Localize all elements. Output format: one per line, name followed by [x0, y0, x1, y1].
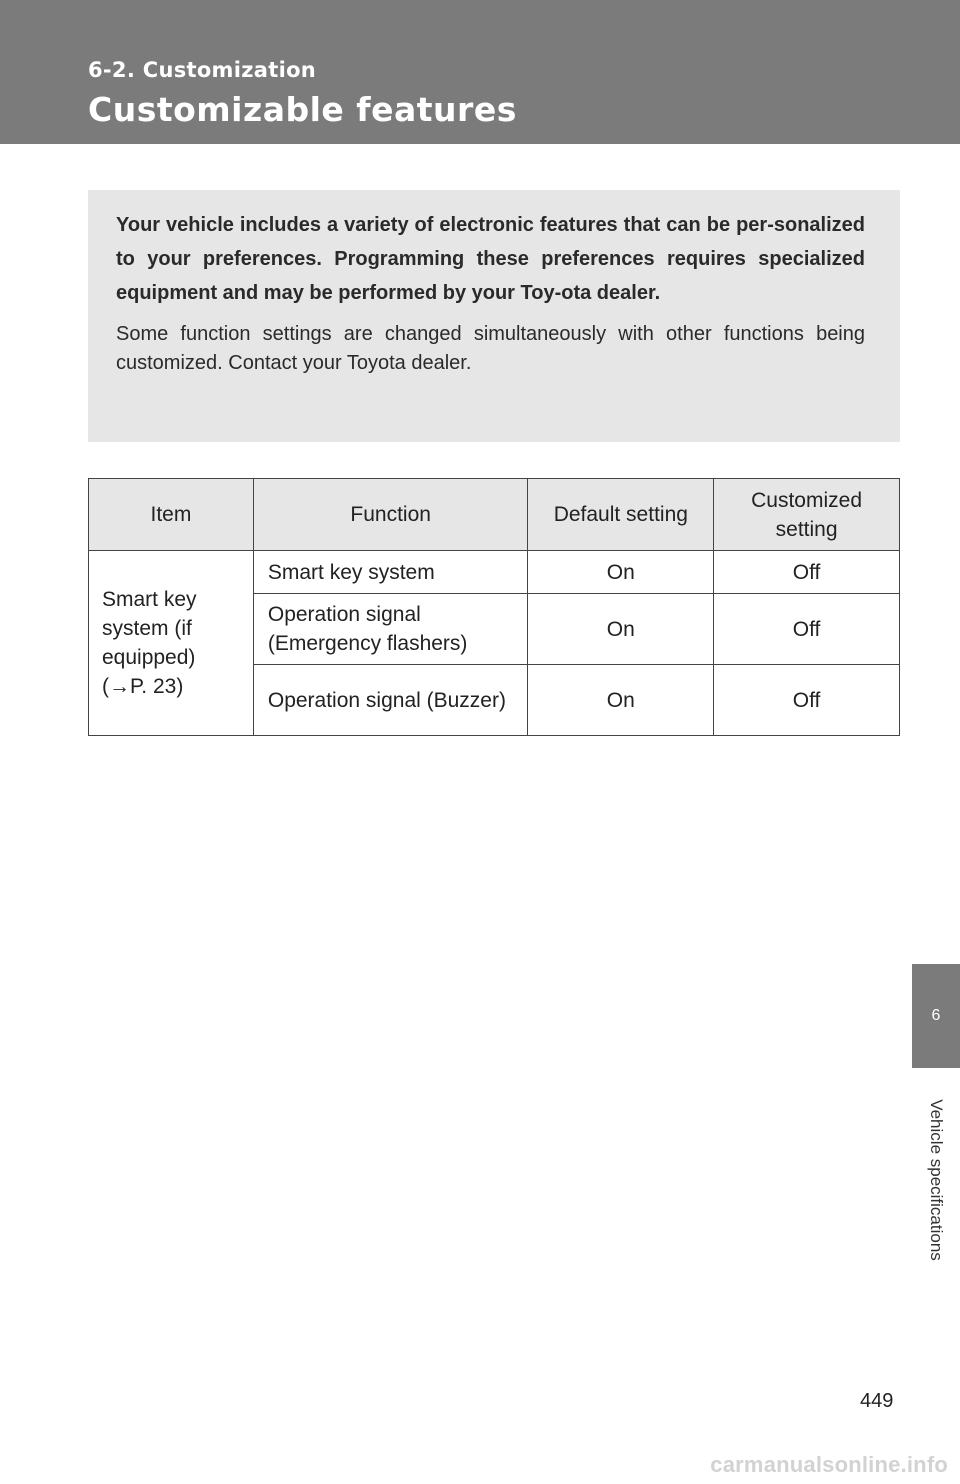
page-number: 449	[860, 1390, 894, 1412]
intro-normal-text: Some function settings are changed simultaneously with other functions being customized. Contact your Toyota dealer.	[116, 323, 865, 374]
table-row	[89, 551, 900, 594]
header-customized-setting: Customized setting	[714, 479, 900, 551]
custom-value: Off	[714, 665, 900, 736]
intro-bold-text: Your vehicle includes a variety of electronic features that can be per-sonalized to your preferences. Programming these preferences requires specialized equipment and may be performed by your Toy-ota dealer.	[116, 214, 865, 304]
default-value: On	[528, 594, 714, 665]
section-label: 6-2. Customization	[88, 58, 317, 82]
chapter-label: Vehicle specifications	[927, 1099, 946, 1261]
item-smart-key-system: Smart key system (if equipped) (→P. 23)	[89, 551, 254, 736]
table-header-row	[89, 479, 900, 551]
page-header	[0, 0, 960, 144]
function-cell: Operation signal (Emergency flashers)	[253, 594, 528, 665]
default-value: On	[528, 551, 714, 594]
header-function: Function	[253, 479, 528, 551]
function-cell: Operation signal (Buzzer)	[253, 665, 528, 736]
header-item: Item	[89, 479, 254, 551]
function-cell: Smart key system	[253, 551, 528, 594]
custom-value: Off	[714, 594, 900, 665]
watermark: carmanualsonline.info	[710, 1452, 948, 1477]
intro-box	[88, 190, 900, 442]
custom-value: Off	[714, 551, 900, 594]
default-value: On	[528, 665, 714, 736]
page-title: Customizable features	[88, 90, 517, 129]
settings-table	[88, 478, 900, 736]
chapter-tab[interactable]: 6	[912, 964, 960, 1068]
header-default-setting: Default setting	[528, 479, 714, 551]
